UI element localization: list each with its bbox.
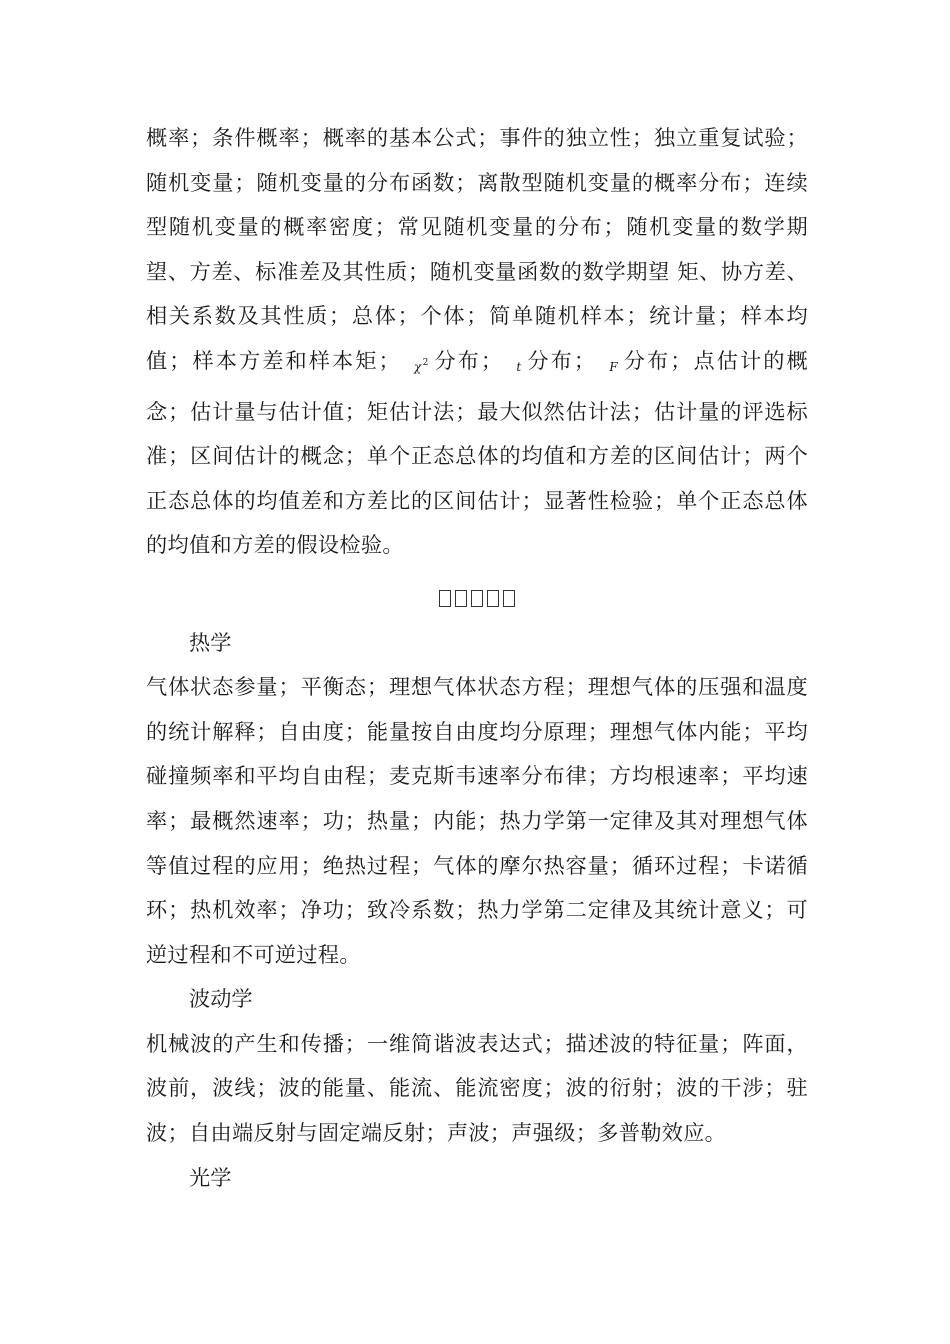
missing-glyph-icon bbox=[487, 590, 499, 607]
document-page bbox=[146, 116, 808, 1200]
missing-glyph-icon bbox=[439, 590, 451, 607]
waves-heading: 波动学 bbox=[189, 986, 253, 1012]
chi-square-symbol: $\chi^2$ bbox=[414, 357, 429, 374]
t-symbol: t bbox=[516, 359, 522, 374]
probability-text-4: 分布；点估计的概念；估计量与估计值；矩估计法；最大似然估计法；估计量的评选标准；区间估计的概念；单个正态总体的均值和方差的区间估计；两个正态总体的均值差和方差比的区间估计；显著性检验；单个正态总体的均值和方差的假设检验。 bbox=[146, 347, 808, 558]
probability-paragraph bbox=[146, 116, 808, 568]
probability-text-2: 分布； bbox=[432, 347, 503, 373]
probability-text-1: 概率；条件概率；概率的基本公式；事件的独立性；独立重复试验；随机变量；随机变量的分布函数；离散型随机变量的概率分布；连续型随机变量的概率密度；常见随机变量的分布；随机变量的数学期望、方差、标准差及其性质；随机变量函数的数学期望 矩、协方差、相关系数及其性质；总体；个体；简单随机样本；统计量；样本均值；样本方差和样本矩； bbox=[146, 125, 808, 373]
thermo-paragraph: 气体状态参量；平衡态；理想气体状态方程；理想气体的压强和温度的统计解释；自由度；能量按自由度均分原理；理想气体内能；平均碰撞频率和平均自由程；麦克斯韦速率分布律；方均根速率；平均速率；最概然速率；功；热量；内能；热力学第一定律及其对理想气体等值过程的应用；绝热过程；气体的摩尔热容量；循环过程；卡诺循环；热机效率；净功；致冷系数；热力学第二定律及其统计意义；可逆过程和不可逆过程。 bbox=[146, 674, 808, 967]
waves-paragraph: 机械波的产生和传播；一维简谐波表达式；描述波的特征量；阵面，波前，波线；波的能量、能流、能流密度；波的衍射；波的干涉；驻波；自由端反射与固定端反射；声波；声强级；多普勒效应。 bbox=[146, 1030, 808, 1146]
optics-heading: 光学 bbox=[189, 1164, 232, 1190]
thermo-heading: 热学 bbox=[189, 629, 232, 655]
probability-text-3: 分布； bbox=[525, 347, 596, 373]
garbled-section-title bbox=[146, 576, 808, 621]
missing-glyph-icon bbox=[455, 590, 467, 607]
f-symbol: F bbox=[609, 359, 618, 374]
missing-glyph-icon bbox=[471, 590, 483, 607]
missing-glyph-icon bbox=[503, 590, 515, 607]
